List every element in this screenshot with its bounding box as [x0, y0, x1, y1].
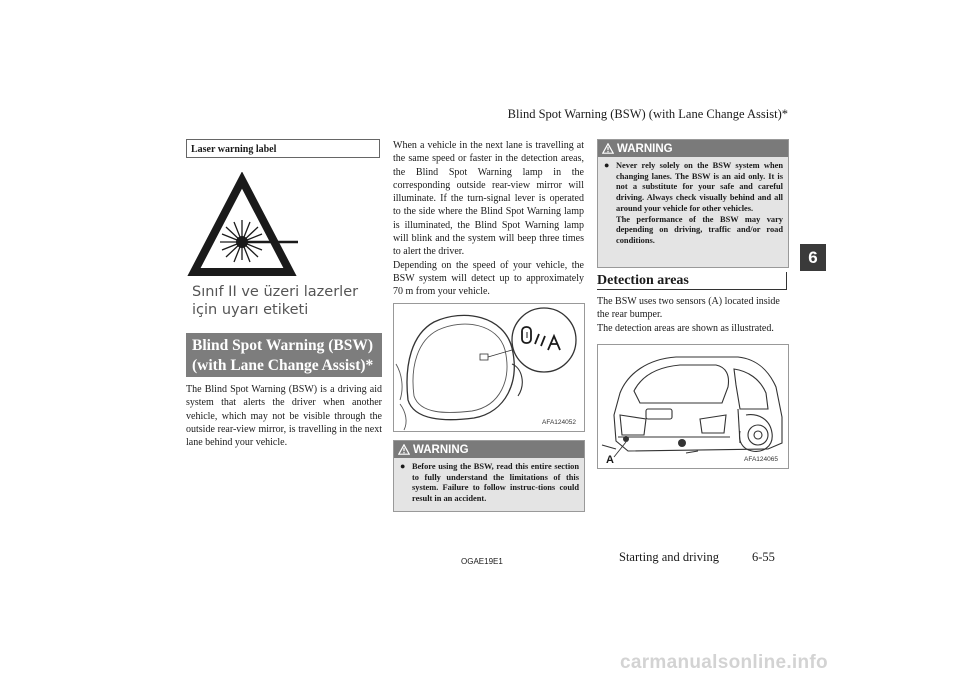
mirror-figure-code: AFA124052 [542, 419, 576, 426]
bullet-icon: ● [604, 160, 610, 170]
bullet-icon: ● [400, 461, 406, 471]
mirror-figure [393, 303, 585, 432]
warning-box-1 [393, 440, 585, 512]
car-figure-code: AFA124065 [744, 456, 778, 463]
warning-2-title: WARNING [617, 142, 673, 155]
watermark: carmanualsonline.info [620, 652, 828, 673]
warning-triangle-icon [602, 143, 614, 154]
warning-2-header [598, 140, 788, 157]
detection-para2: The detection areas are shown as illustrated. [597, 322, 774, 334]
laser-caption-line2: için uyarı etiketi [192, 302, 309, 318]
detection-areas-heading: Detection areas [597, 272, 787, 290]
laser-caption-line1: Sınıf II ve üzeri lazerler [192, 284, 359, 300]
intro-paragraph: The Blind Spot Warning (BSW) is a driving aid system that alerts the driver when another vehicle, which may not be visible through the outside rear-view mirror, is travelling in the next lane behind your vehicle. [186, 384, 382, 449]
sensor-label-a: A [606, 454, 614, 466]
warning-1-header [394, 441, 584, 458]
section-title-banner [186, 333, 382, 377]
warning-triangle-icon [398, 444, 410, 455]
chapter-tab[interactable]: 6 [800, 244, 826, 271]
detection-para1: The BSW uses two sensors (A) located inside the rear bumper. [597, 296, 780, 321]
running-header: Blind Spot Warning (BSW) (with Lane Change Assist)* [507, 107, 788, 121]
warning-1-body [394, 458, 584, 505]
bsw-operation-para2: Depending on the speed of your vehicle, the BSW system will detect up to approximately 70 m from your vehicle. [393, 259, 584, 298]
mirror-illustration [394, 304, 584, 431]
bsw-operation-para1: When a vehicle in the next lane is travelling at the same speed or faster in the detection areas, the Blind Spot Warning lamp in the corresponding outside rear-view mirror will illuminate. If the turn-signal lever is operated to the side where the Blind Spot Warning lamp is illuminated, the Blind Spot Warning lamp will blink and the system will beep three times to alert the driver. [393, 140, 584, 258]
warning-1-title: WARNING [413, 443, 469, 456]
detection-text [597, 295, 788, 335]
warning-2-text2: The performance of the BSW may vary depending on driving, traffic and/or road conditions. [616, 214, 783, 245]
section-title-line2: (with Lane Change Assist)* [192, 357, 374, 374]
laser-label-heading: Laser warning label [186, 139, 380, 158]
warning-box-2 [597, 139, 789, 268]
warning-1-text: Before using the BSW, read this entire section to fully understand the limitations of this system. Failure to follow instruc-tions could result in an accident. [412, 462, 579, 504]
laser-hazard-icon [194, 180, 298, 272]
bsw-operation-text [393, 139, 584, 299]
car-sensor-figure [597, 344, 789, 469]
warning-2-text1: Never rely solely on the BSW system when changing lanes. The BSW is an aid only. It is not a substitute for your safe and careful driving. Always check visually behind and all around your vehicle for other vehicles. [616, 161, 783, 213]
document-code: OGAE19E1 [461, 557, 503, 566]
section-title-line1: Blind Spot Warning (BSW) [192, 337, 374, 354]
warning-2-body [598, 157, 788, 247]
page-number: 6-55 [752, 550, 775, 564]
footer-section-name: Starting and driving [619, 550, 719, 564]
laser-warning-figure [186, 172, 382, 322]
car-rear-illustration [598, 345, 788, 468]
